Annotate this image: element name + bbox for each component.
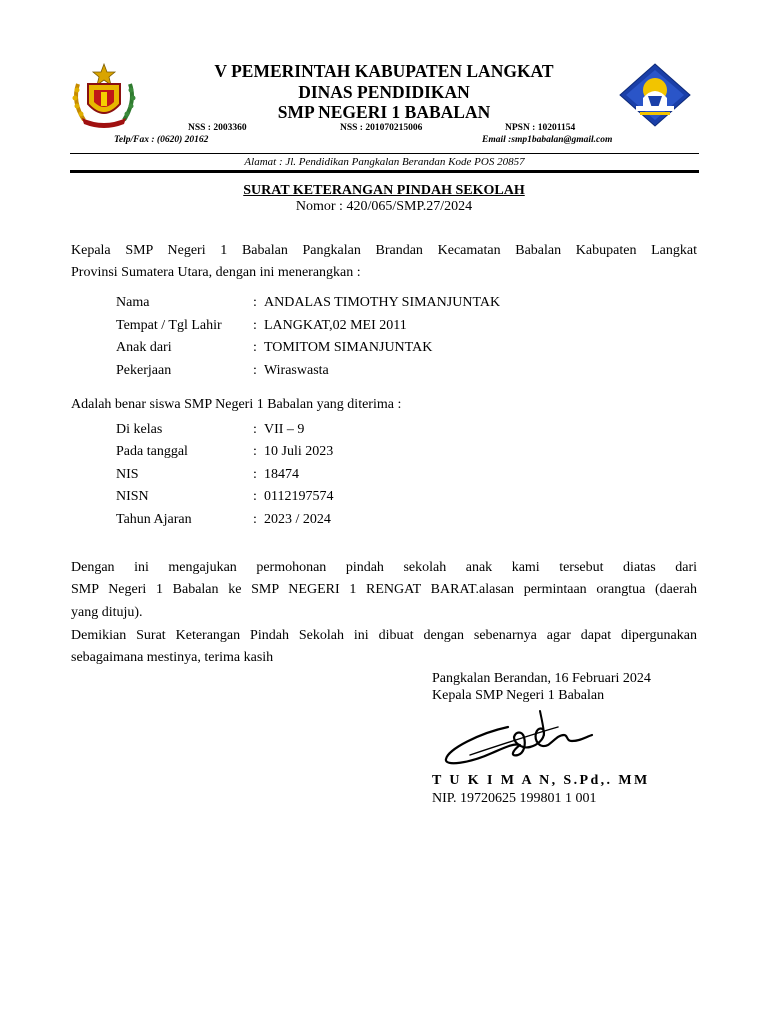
field-colon: : <box>253 363 257 378</box>
nss-number: NSS : 201070215006 <box>340 123 423 133</box>
signer-position: Kepala SMP Negeri 1 Babalan <box>432 688 605 703</box>
field-colon: : <box>253 444 257 459</box>
field-label-occupation: Pekerjaan <box>116 363 172 378</box>
letterhead-divider-top <box>70 153 699 154</box>
document-number: Nomor : 420/065/SMP.27/2024 <box>295 199 473 214</box>
field-label-nisn: NISN <box>116 489 149 504</box>
request-line: Dengan ini mengajukan permohonan pindah sekolah anak kami tersebut diatas dari <box>71 560 697 575</box>
request-line: SMP Negeri 1 Babalan ke SMP NEGERI 1 RENGAT BARAT.alasan permintaan orangtua (daerah <box>71 582 697 598</box>
closing-line: Demikian Surat Keterangan Pindah Sekolah ini dibuat dengan sebenarnya agar dapat dipergunakan <box>71 628 697 643</box>
intro-line: Provinsi Sumatera Utara, dengan ini menerangkan : <box>71 265 361 281</box>
field-value-occupation: Wiraswasta <box>264 363 329 378</box>
langkat-regency-emblem-icon <box>68 62 140 128</box>
request-paragraph <box>71 557 697 624</box>
field-label-birth: Tempat / Tgl Lahir <box>116 318 222 333</box>
telp-fax: Telp/Fax : (0620) 20162 <box>114 135 209 145</box>
field-colon: : <box>253 318 257 333</box>
closing-line: sebagaimana mestinya, terima kasih <box>71 650 274 666</box>
field-colon: : <box>253 422 257 437</box>
field-colon: : <box>253 340 257 355</box>
letterhead-department: DINAS PENDIDIKAN <box>298 82 470 102</box>
field-label-class: Di kelas <box>116 422 163 437</box>
closing-paragraph <box>71 625 697 670</box>
field-value-birth: LANGKAT,02 MEI 2011 <box>264 318 407 333</box>
letterhead-government: V PEMERINTAH KABUPATEN LANGKAT <box>214 61 554 81</box>
letterhead-divider-bottom <box>70 170 699 173</box>
email-address: Email :smp1babalan@gmail.com <box>482 135 613 145</box>
request-line: yang dituju). <box>71 604 143 620</box>
nss-label: NSS : 2003360 <box>188 123 247 133</box>
field-value-name: ANDALAS TIMOTHY SIMANJUNTAK <box>264 295 501 310</box>
field-value-nis: 18474 <box>264 467 299 482</box>
signer-name: T U K I M A N, S.Pd,. MM <box>432 773 650 788</box>
handwritten-signature <box>440 705 600 775</box>
field-label-parent: Anak dari <box>116 340 172 355</box>
field-value-nisn: 0112197574 <box>264 489 334 504</box>
signer-nip: NIP. 19720625 199801 1 001 <box>432 791 597 806</box>
field-value-parent: TOMITOM SIMANJUNTAK <box>264 340 433 355</box>
field-label-date: Pada tanggal <box>116 444 188 459</box>
place-date: Pangkalan Berandan, 16 Februari 2024 <box>432 671 651 686</box>
document-title: SURAT KETERANGAN PINDAH SEKOLAH <box>243 183 525 198</box>
tut-wuri-handayani-emblem-icon <box>618 62 692 128</box>
intro-line: Kepala SMP Negeri 1 Babalan Pangkalan Brandan Kecamatan Babalan Kabupaten Langkat <box>71 243 697 258</box>
field-label-nis: NIS <box>116 467 139 482</box>
intro-paragraph <box>71 240 697 285</box>
field-value-academic-year: 2023 / 2024 <box>264 512 331 527</box>
npsn-number: NPSN : 10201154 <box>505 123 576 133</box>
field-colon: : <box>253 295 257 310</box>
school-address: Alamat : Jl. Pendidikan Pangkalan Berandan Kode POS 20857 <box>244 156 525 168</box>
field-value-class: VII – 9 <box>264 422 305 437</box>
field-colon: : <box>253 489 257 504</box>
field-colon: : <box>253 467 257 482</box>
field-value-date: 10 Juli 2023 <box>264 444 334 459</box>
field-label-name: Nama <box>116 295 150 310</box>
letterhead-school: SMP NEGERI 1 BABALAN <box>277 102 491 122</box>
field-label-academic-year: Tahun Ajaran <box>116 512 192 527</box>
statement-line: Adalah benar siswa SMP Negeri 1 Babalan yang diterima : <box>71 397 402 412</box>
field-colon: : <box>253 512 257 527</box>
